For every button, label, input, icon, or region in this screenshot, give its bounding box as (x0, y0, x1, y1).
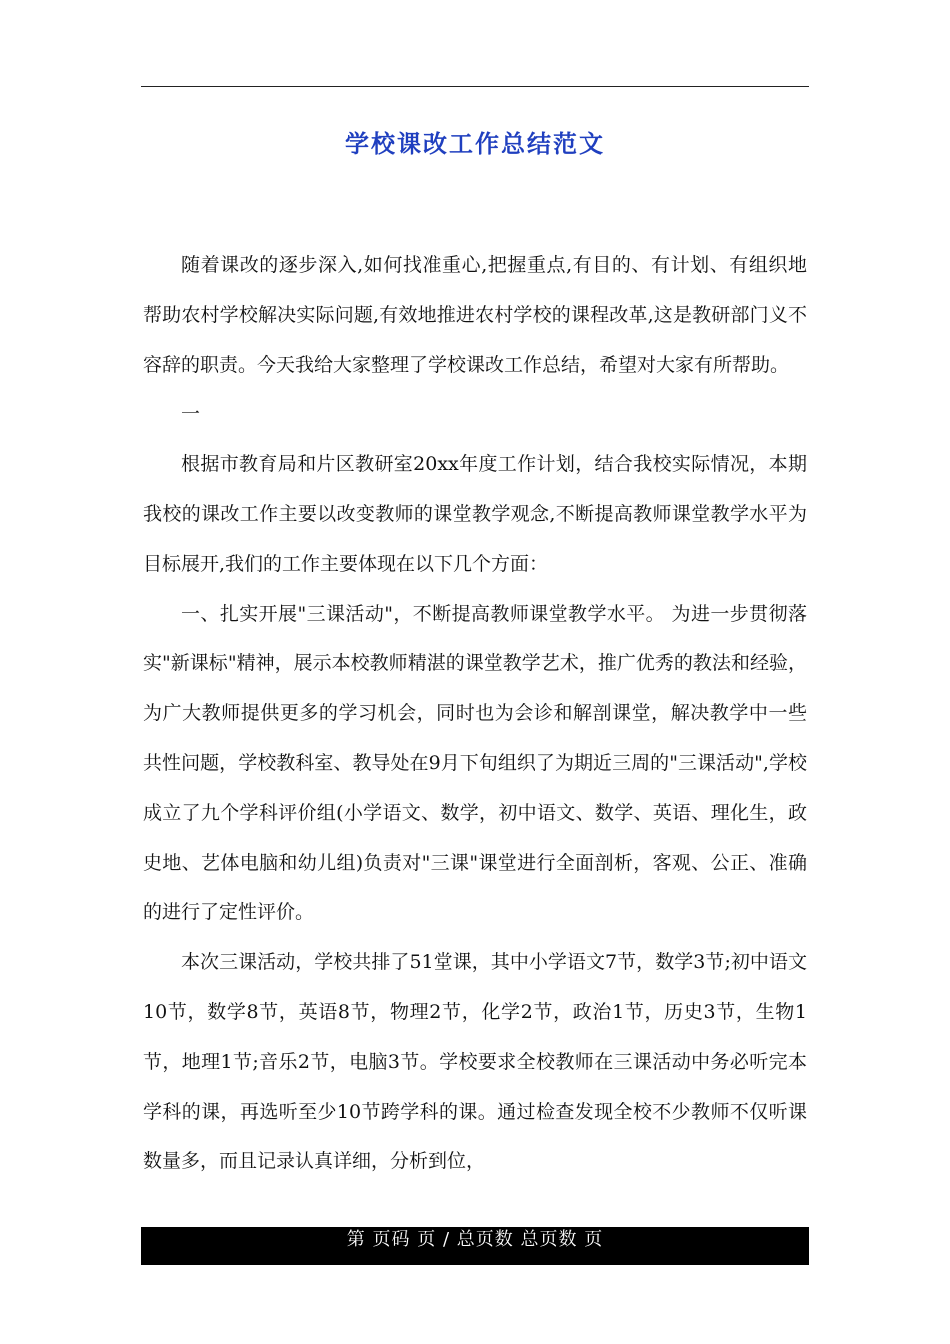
document-body (143, 241, 807, 1187)
paragraph-plan: 根据市教育局和片区教研室20xx年度工作计划，结合我校实际情况，本期我校的课改工作主要以改变教师的课堂教学观念,不断提高教师课堂教学水平为目标展开,我们的工作主要体现在以下几个方面： (143, 453, 807, 575)
header-rule (141, 86, 809, 87)
paragraph-intro: 随着课改的逐步深入,如何找准重心,把握重点,有目的、有计划、有组织地帮助农村学校解决实际问题,有效地推进农村学校的课程改革,这是教研部门义不容辞的职责。今天我给大家整理了学校课改工作总结，希望对大家有所帮助。 (143, 254, 807, 376)
paragraph-three-lessons: 一、扎实开展"三课活动"，不断提高教师课堂教学水平。 为进一步贯彻落实"新课标"精神，展示本校教师精湛的课堂教学艺术，推广优秀的教法和经验，为广大教师提供更多的学习机会，同时也为会诊和解剖课堂，解决教学中一些共性问题，学校教科室、教导处在9月下旬组织了为期近三周的"三课活动",学校成立了九个学科评价组(小学语文、数学，初中语文、数学、英语、理化生，政史地、艺体电脑和幼儿组)负责对"三课"课堂进行全面剖析，客观、公正、准确的进行了定性评价。 (143, 602, 807, 924)
paragraph-lesson-stats: 本次三课活动，学校共排了51堂课，其中小学语文7节，数学3节;初中语文10节，数学8节，英语8节，物理2节，化学2节，政治1节，历史3节，生物1节，地理1节;音乐2节，电脑3节。学校要求全校教师在三课活动中务必听完本学科的课，再选听至少10节跨学科的课。通过检查发现全校不少教师不仅听课数量多，而且记录认真详细，分析到位， (143, 951, 807, 1173)
page-footer: 第 页码 页 / 总页数 总页数 页 (141, 1227, 809, 1265)
document-title: 学校课改工作总结范文 (345, 130, 605, 158)
paragraph-section-marker: 一 (181, 403, 201, 426)
